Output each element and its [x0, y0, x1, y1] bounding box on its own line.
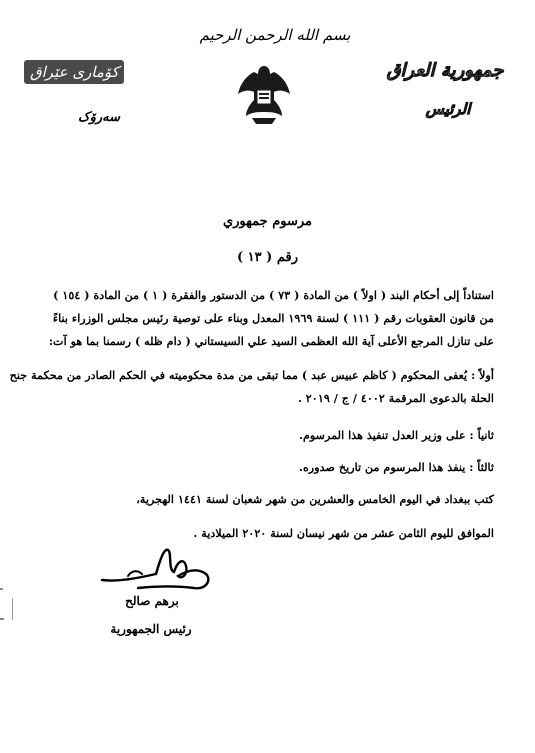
signatory-name: برهم صالح: [125, 594, 179, 608]
handwritten-signature: [98, 540, 218, 600]
preamble: [44, 284, 494, 353]
signatory-role: رئيس الجمهورية: [110, 622, 192, 636]
article-first-line: أولاً : يُعفى المحكوم ( كاظم عبيس عبد ) مما تبقى من مدة محكوميته في الحكم الصادر من محكمة جنح: [9, 368, 494, 382]
decree-number: رقم ( ١٣ ): [236, 250, 298, 265]
basmala: بسم الله الرحمن الرحيم: [199, 26, 351, 44]
kurdish-office: سەرۆک: [77, 110, 120, 125]
scan-mark: [0, 618, 4, 620]
country-heading: جمهورية العراق: [386, 60, 504, 81]
corresponding-date: الموافق لليوم الثامن عشر من شهر نيسان لسنة ٢٠٢٠ الميلادية .: [193, 526, 494, 540]
article-first: [9, 364, 494, 410]
decree-title: مرسوم جمهوري: [222, 214, 313, 229]
kurdish-country-stamp: کۆماری عێراق: [24, 60, 124, 84]
preamble-line: على تنازل المرجع الأعلى آية الله العظمى السيد علي السيستاني ( دام ظله ) رسمنا بما هو آت:: [48, 334, 494, 348]
scan-mark: [0, 588, 3, 590]
preamble-line: من قانون العقوبات رقم ( ١١١ ) لسنة ١٩٦٩ المعدل وبناء على توصية رئيس مجلس الوزراء بناءً: [52, 311, 494, 325]
article-first-line: الحلة بالدعوى المرقمة ٤٠٠٢ / ج / ٢٠١٩ .: [298, 391, 494, 405]
article-third: ثالثاً : ينفذ هذا المرسوم من تاريخ صدوره.: [299, 460, 494, 474]
preamble-line: استناداً إلى أحكام البند ( اولاً ) من المادة ( ٧٣ ) من الدستور والفقرة ( ١ ) من المادة ( ١٥٤ ): [53, 288, 494, 302]
eagle-emblem-icon: [236, 60, 292, 130]
scan-mark: [12, 598, 13, 620]
office-heading: الرئيس: [425, 100, 471, 118]
written-date: كتب ببغداد في اليوم الخامس والعشرين من شهر شعبان لسنة ١٤٤١ الهجرية،: [136, 492, 494, 506]
article-second: ثانياً : على وزير العدل تنفيذ هذا المرسوم.: [299, 428, 494, 442]
